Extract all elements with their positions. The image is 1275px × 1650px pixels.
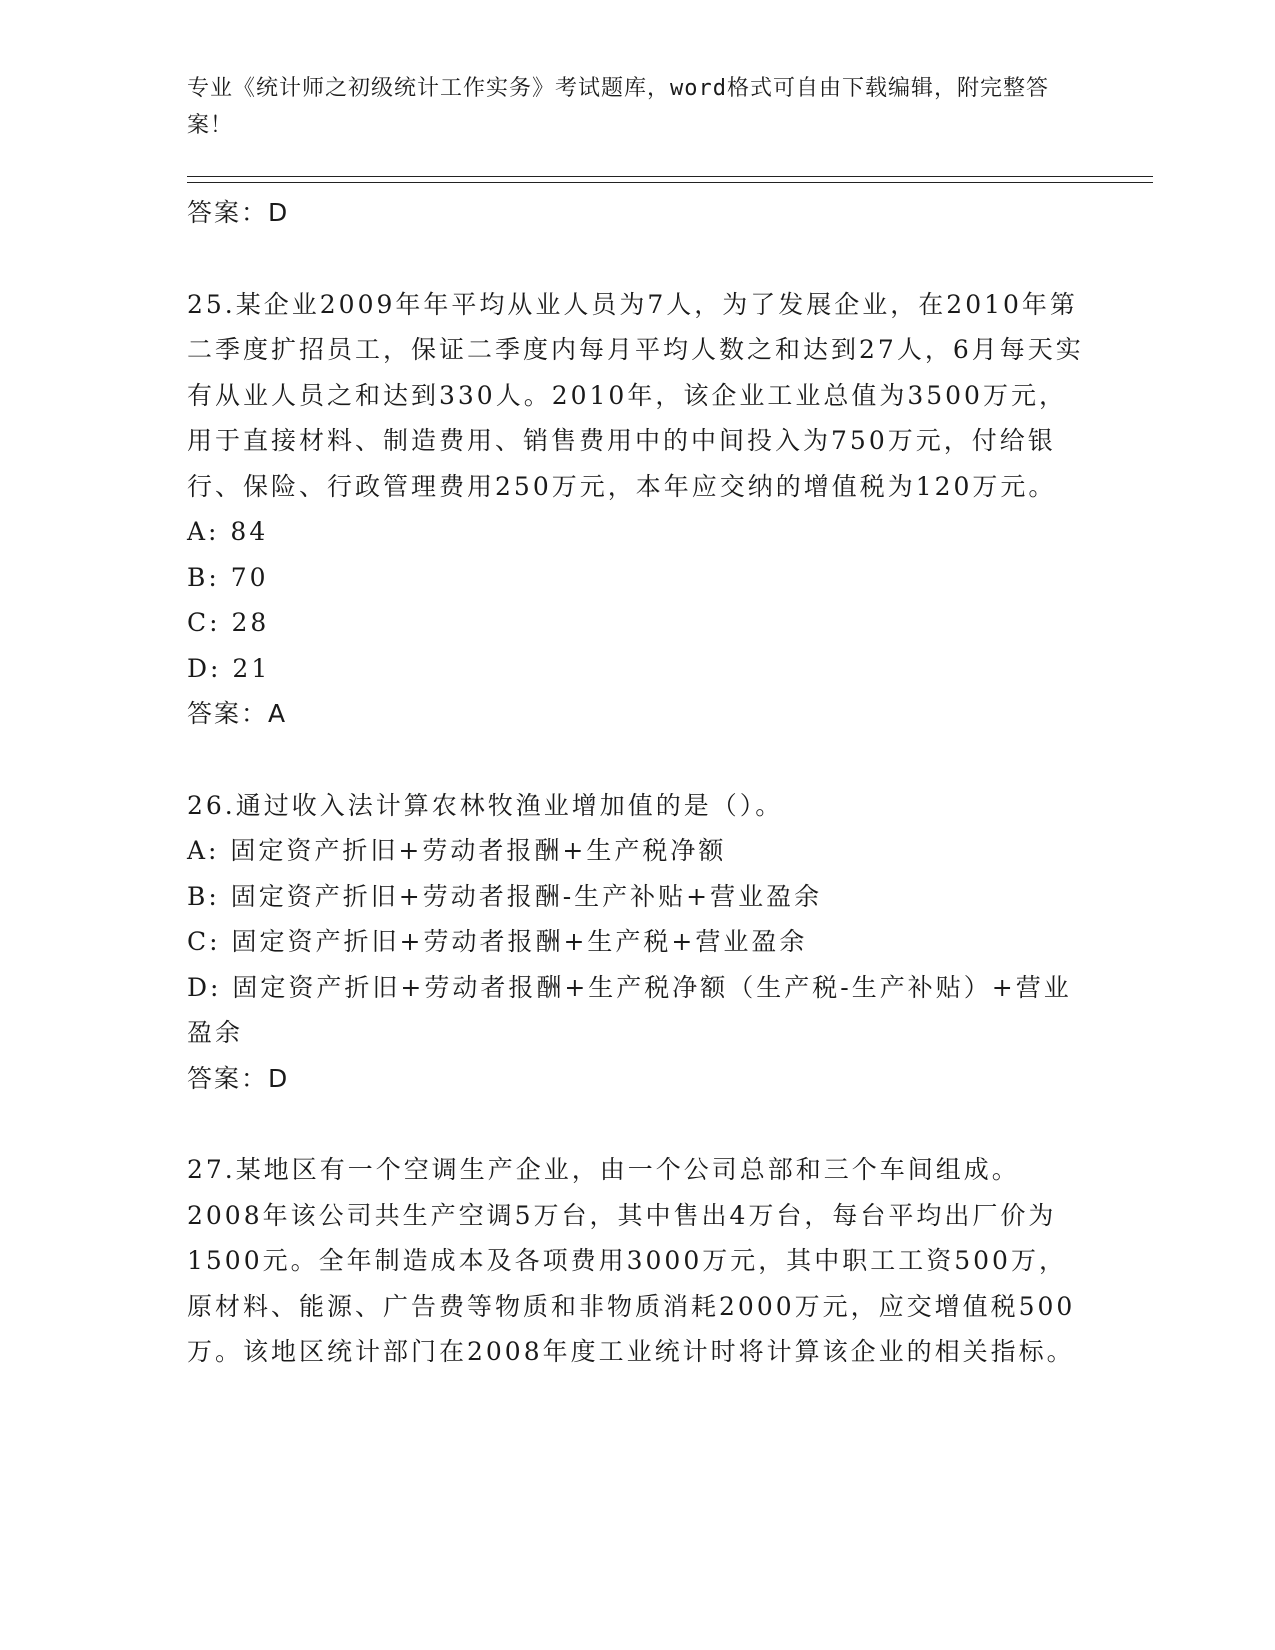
question-25-option-a: A: 84	[187, 517, 269, 546]
answer-24: 答案：D	[187, 198, 290, 227]
question-25-text: 25.某企业2009年年平均从业人员为7人，为了发展企业，在2010年第二季度扩招员工，保证二季度内每月平均人数之和达到27人，6月每天实有从业人员之和达到330人。2010年，该企业工业总值为3500万元，用于直接材料、制造费用、销售费用中的中间投入为750万元，付给银行、保险、行政管理费用250万元，本年应交纳的增值税为120万元。	[187, 289, 1084, 501]
question-26-text: 26.通过收入法计算农林牧渔业增加值的是（）。	[187, 790, 784, 820]
question-25-option-c: C: 28	[187, 608, 270, 637]
header-rule-top	[187, 176, 1153, 177]
answer-25: 答案：A	[187, 699, 288, 728]
question-27-text: 27.某地区有一个空调生产企业，由一个公司总部和三个车间组成。2008年该公司共生产空调5万台，其中售出4万台，每台平均出厂价为1500元。全年制造成本及各项费用3000万元，其中职工工资500万，原材料、能源、广告费等物质和非物质消耗2000万元，应交增值税500万。该地区统计部门在2008年度工业统计时将计算该企业的相关指标。	[187, 1155, 1076, 1366]
question-26-option-a: A: 固定资产折旧+劳动者报酬+生产税净额	[187, 836, 727, 865]
document-header: 专业《统计师之初级统计工作实务》考试题库，word格式可自由下载编辑，附完整答案！	[187, 76, 1049, 138]
question-26-option-b: B: 固定资产折旧+劳动者报酬-生产补贴+营业盈余	[187, 881, 823, 911]
question-25-option-b: B: 70	[187, 562, 269, 592]
answer-26: 答案：D	[187, 1063, 290, 1093]
document-body	[187, 190, 1087, 1375]
question-26-option-d: D: 固定资产折旧+劳动者报酬+生产税净额（生产税-生产补贴）+营业盈余	[187, 972, 1072, 1047]
question-26-option-c: C: 固定资产折旧+劳动者报酬+生产税+营业盈余	[187, 927, 808, 956]
header-rule-bottom	[187, 182, 1153, 183]
question-25-option-d: D: 21	[187, 653, 271, 683]
